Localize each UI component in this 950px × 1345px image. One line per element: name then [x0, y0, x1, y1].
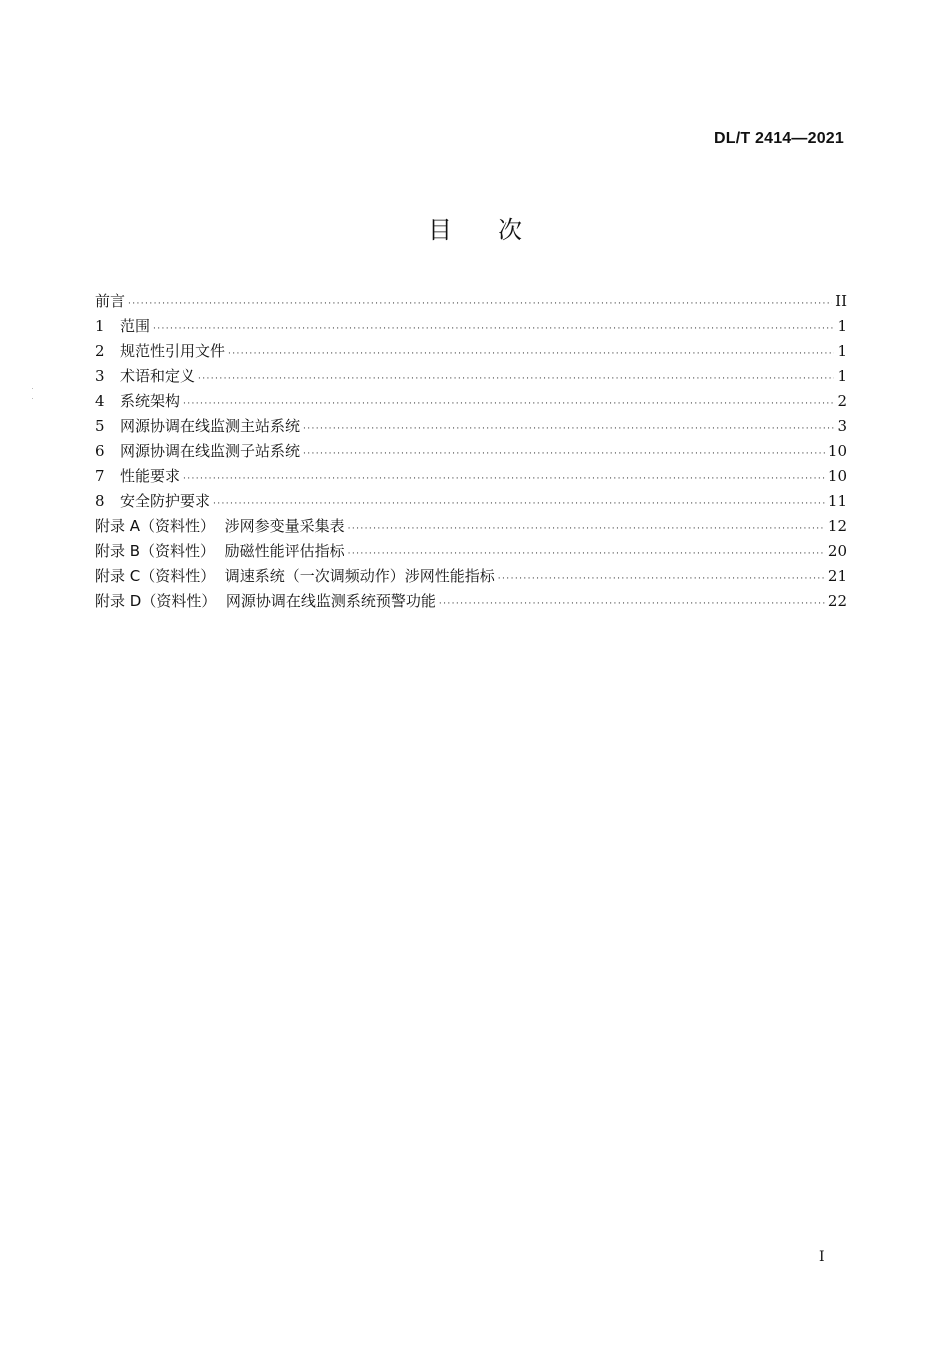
- toc-entry-number: 7: [95, 467, 105, 485]
- toc-entry-label: 范围: [120, 317, 151, 335]
- toc-entry-page: 1: [837, 317, 847, 335]
- toc-entry-label: 附录 B（资料性） 励磁性能评估指标: [95, 542, 345, 560]
- toc-entry-appendix-d[interactable]: [95, 589, 847, 614]
- toc-entry-page: 3: [837, 417, 847, 435]
- toc-leader-dots: [303, 442, 825, 467]
- toc-entry-page: 1: [837, 342, 847, 360]
- toc-title: [0, 210, 950, 245]
- toc-entry-label: 系统架构: [120, 392, 181, 410]
- toc-entry-number: 5: [95, 417, 105, 435]
- toc-entry-page: 2: [837, 392, 847, 410]
- toc-entry-foreword[interactable]: [95, 289, 847, 314]
- toc-entry-page: 20: [827, 542, 847, 560]
- toc-entry-appendix-a[interactable]: [95, 514, 847, 539]
- page-number: I: [819, 1249, 825, 1265]
- toc-entry-label: 网源协调在线监测子站系统: [120, 442, 301, 460]
- toc-entry-label: 附录 D（资料性） 网源协调在线监测系统预警功能: [95, 592, 436, 610]
- toc-title-char-1: 目: [428, 216, 452, 244]
- toc-entry-number: 2: [95, 342, 105, 360]
- toc-entry-appendix-c[interactable]: [95, 564, 847, 589]
- toc-entry-label: 性能要求: [120, 467, 181, 485]
- toc-entry-6[interactable]: [95, 439, 847, 464]
- toc-entry-number: 8: [95, 492, 105, 510]
- toc-entry-1[interactable]: [95, 314, 847, 339]
- toc-entry-8[interactable]: [95, 489, 847, 514]
- toc-entry-2[interactable]: [95, 339, 847, 364]
- toc-entry-number: 1: [95, 317, 105, 335]
- toc-entry-label: 前言: [95, 292, 126, 310]
- toc-leader-dots: [439, 592, 825, 617]
- toc-entry-5[interactable]: [95, 414, 847, 439]
- toc-entry-number: 4: [95, 392, 105, 410]
- toc-entry-page: 12: [827, 517, 847, 535]
- toc-entry-label: 术语和定义: [120, 367, 196, 385]
- toc-leader-dots: [498, 567, 825, 592]
- toc-title-char-2: 次: [498, 216, 522, 244]
- toc-entry-page: 1: [837, 367, 847, 385]
- toc-entry-number: 6: [95, 442, 105, 460]
- toc-entry-page: 22: [827, 592, 847, 610]
- toc-entry-label: 附录 C（资料性） 调速系统（一次调频动作）涉网性能指标: [95, 567, 495, 585]
- toc-entry-appendix-b[interactable]: [95, 539, 847, 564]
- toc-leader-dots: [183, 467, 825, 492]
- toc-entry-page: 21: [827, 567, 847, 585]
- toc-entry-label: 附录 A（资料性） 涉网参变量采集表: [95, 517, 345, 535]
- toc-leader-dots: [128, 292, 832, 317]
- toc-entry-page: 10: [827, 442, 847, 460]
- toc-leader-dots: [348, 517, 825, 542]
- toc-entry-page: II: [835, 292, 847, 310]
- toc-entry-3[interactable]: [95, 364, 847, 389]
- scan-speck: [32, 388, 33, 389]
- toc-entry-label: 安全防护要求: [120, 492, 211, 510]
- scan-speck: [32, 398, 33, 399]
- table-of-contents: [95, 289, 847, 614]
- toc-entry-4[interactable]: [95, 389, 847, 414]
- toc-entry-7[interactable]: [95, 464, 847, 489]
- toc-entry-label: 规范性引用文件: [120, 342, 226, 360]
- toc-leader-dots: [228, 342, 834, 367]
- toc-leader-dots: [198, 367, 834, 392]
- toc-entry-number: 3: [95, 367, 105, 385]
- standard-code: DL/T 2414—2021: [714, 130, 844, 147]
- toc-leader-dots: [153, 317, 834, 342]
- toc-entry-page: 11: [827, 492, 847, 510]
- toc-leader-dots: [303, 417, 834, 442]
- toc-entry-page: 10: [827, 467, 847, 485]
- toc-entry-label: 网源协调在线监测主站系统: [120, 417, 301, 435]
